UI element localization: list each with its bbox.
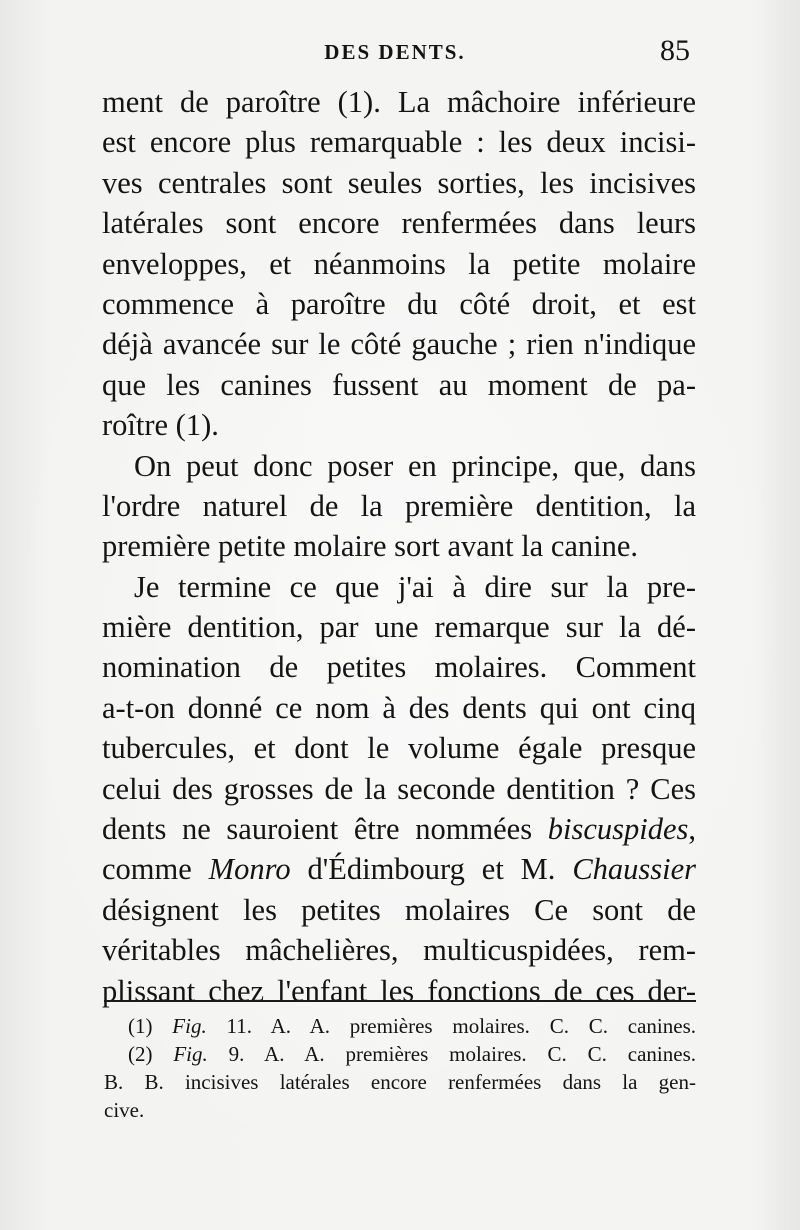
text-line: véritables mâchelières, multicuspidées, rem- <box>102 933 696 968</box>
text-segment: dents ne sauroient être nommées <box>102 812 533 847</box>
footnote-2-continued: B. B. incisives latérales encore renfermées dans la gen- <box>104 1070 696 1094</box>
text-line: latérales sont encore renfermées dans leurs <box>102 206 696 241</box>
text-line: est encore plus remarquable : les deux incisi- <box>102 125 696 160</box>
text-segment: d'Édimbourg et M. <box>307 852 556 887</box>
footnote-text: 9. A. A. premières molaires. C. C. canines. <box>228 1042 696 1066</box>
text-line: enveloppes, et néanmoins la petite molaire <box>102 246 696 281</box>
footnote-fig-label: Fig. <box>172 1014 207 1038</box>
italic-name: Chaussier <box>572 852 696 887</box>
body-text <box>102 82 696 1011</box>
text-segment: comme <box>102 852 192 887</box>
text-line: ves centrales sont seules sorties, les incisives <box>102 165 696 200</box>
footnote-rule <box>104 1000 696 1002</box>
text-line: On peut donc poser en principe, que, dans <box>134 448 696 483</box>
text-line: désignent les petites molaires Ce sont de <box>102 892 696 927</box>
text-line: Je termine ce que j'ai à dire sur la pre- <box>134 569 696 604</box>
footnote-number: (2) <box>128 1042 153 1066</box>
text-line: l'ordre naturel de la première dentition, la <box>102 488 696 523</box>
text-line <box>102 809 696 849</box>
footnotes <box>104 1012 696 1124</box>
text-line: celui des grosses de la seconde dentition ? Ces <box>102 771 696 806</box>
footnote-2-end: cive. <box>104 1098 145 1122</box>
text-line: déjà avancée sur le côté gauche ; rien n'indique <box>102 327 696 362</box>
text-segment: , <box>688 812 696 847</box>
text-line: tubercules, et dont le volume égale presque <box>102 731 696 766</box>
footnote-2 <box>104 1040 696 1068</box>
text-line: nomination de petites molaires. Comment <box>102 650 696 685</box>
text-line: ment de paroître (1). La mâchoire inférieure <box>102 85 696 119</box>
running-head: DES DENTS. <box>324 40 466 64</box>
page-header <box>100 30 690 74</box>
italic-name: Monro <box>208 852 291 887</box>
text-line: que les canines fussent au moment de pa- <box>102 367 696 402</box>
italic-term: biscuspides <box>547 812 689 847</box>
footnote-fig-label: Fig. <box>173 1042 208 1066</box>
text-line: première petite molaire sort avant la canine. <box>102 529 639 564</box>
text-line <box>102 849 696 889</box>
text-line: commence à paroître du côté droit, et est <box>102 286 696 321</box>
text-line: roître (1). <box>102 408 219 443</box>
text-line: plissant chez l'enfant les fonctions de ces der- <box>102 973 696 1008</box>
footnote-text: 11. A. A. premières molaires. C. C. canines. <box>226 1014 696 1038</box>
text-line: a-t-on donné ce nom à des dents qui ont cinq <box>102 690 696 725</box>
page-number: 85 <box>660 34 690 67</box>
footnote-1 <box>104 1012 696 1040</box>
footnote-number: (1) <box>128 1014 153 1038</box>
text-line: mière dentition, par une remarque sur la dé- <box>102 610 696 645</box>
